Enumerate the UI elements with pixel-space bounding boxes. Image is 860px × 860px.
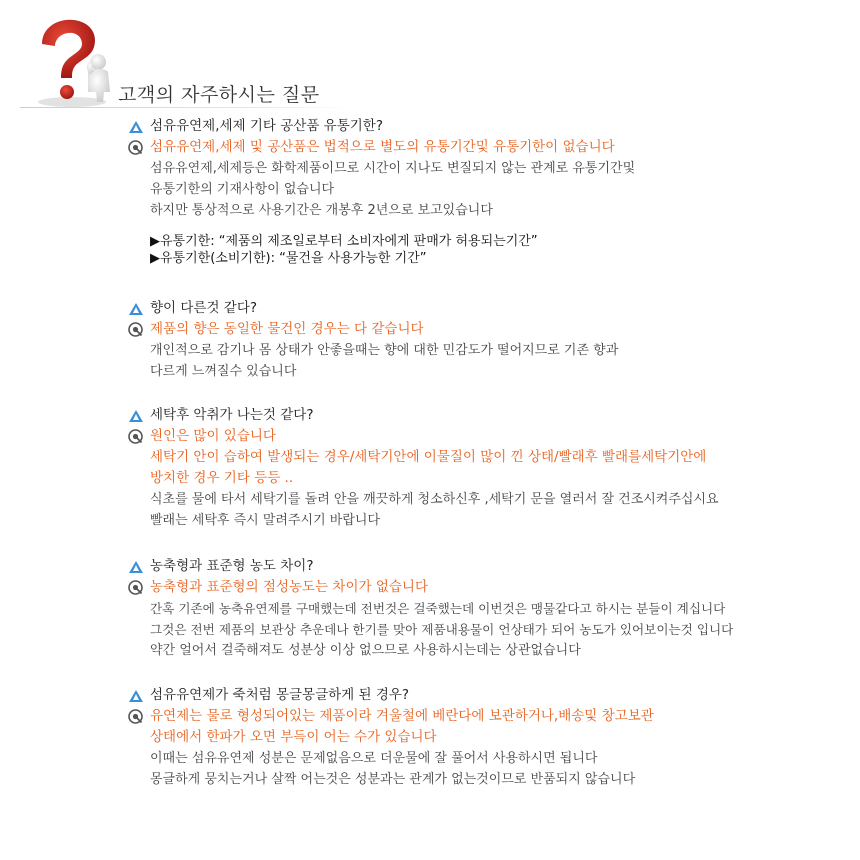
question-text: 농축형과 표준형 농도 차이?: [150, 558, 314, 574]
faq-item: [128, 556, 848, 661]
faq-answer: [128, 137, 848, 158]
body-line: 섬유유연제,세제등은 화학제품이므로 시간이 지나도 변질되지 않는 관계로 유통기간및: [150, 161, 636, 176]
question-text: 세탁후 악취가 나는것 같다?: [150, 407, 314, 423]
triangle-q-icon: [128, 302, 144, 316]
body-line: 약간 얼어서 걸죽해져도 성분상 이상 없으므로 사용하시는데는 상관없습니다: [150, 643, 581, 658]
definition-line: ▶유통기한: “제품의 제조일로부터 소비자에게 판매가 허용되는기간”: [150, 234, 538, 249]
faq-answer: [128, 706, 848, 727]
faq-answer: [128, 426, 848, 447]
question-text: 섬유유연제,세제 기타 공산품 유통기한?: [150, 118, 383, 134]
question-text: 섬유유연제가 죽처럼 몽글몽글하게 된 경우?: [150, 687, 410, 703]
answer-text: 제품의 향은 동일한 물건인 경우는 다 같습니다: [150, 321, 424, 337]
definition-line: ▶유통기한(소비기한): “물건을 사용가능한 기간”: [150, 251, 427, 266]
title-divider: [20, 107, 350, 108]
answer-text: 섬유유연제,세제 및 공산품은 법적으로 별도의 유통기간및 유통기한이 없습니다: [150, 139, 615, 155]
a-badge-icon: [128, 140, 143, 155]
question-mark-figure-icon: [20, 14, 120, 110]
a-badge-icon: [128, 580, 143, 595]
faq-answer: [128, 577, 848, 598]
faq-question: [128, 405, 848, 426]
page-title: 고객의 자주하시는 질문: [118, 84, 320, 106]
answer-text: 원인은 많이 있습니다: [150, 428, 276, 444]
a-badge-icon: [128, 709, 143, 724]
faq-question: [128, 556, 848, 577]
body-line: 이때는 섬유유연제 성분은 문제없음으로 더운물에 잘 풀어서 사용하시면 됩니다: [150, 751, 598, 766]
body-line: 그것은 전번 제품의 보관상 추운데나 한기를 맞아 제품내용물이 언상태가 되어 농도가 있어보이는것 입니다: [150, 622, 734, 637]
faq-question: [128, 685, 848, 706]
body-line: 개인적으로 감기나 몸 상태가 안좋을때는 향에 대한 민감도가 떨어지므로 기존 향과: [150, 343, 619, 358]
a-badge-icon: [128, 322, 143, 337]
faq-answer: [128, 319, 848, 340]
triangle-q-icon: [128, 560, 144, 574]
answer-text: 농축형과 표준형의 점성농도는 차이가 없습니다: [150, 579, 428, 595]
triangle-q-icon: [128, 120, 144, 134]
body-line: 다르게 느껴질수 있습니다: [150, 364, 297, 379]
a-badge-icon: [128, 429, 143, 444]
question-text: 향이 다른것 같다?: [150, 300, 258, 316]
triangle-q-icon: [128, 409, 144, 423]
triangle-q-icon: [128, 689, 144, 703]
faq-question: [128, 298, 848, 319]
body-line: 몽글하게 뭉치는거나 살짝 어는것은 성분과는 관계가 없는것이므로 반품되지 않습니다: [150, 772, 636, 787]
body-line: 빨래는 세탁후 즉시 말려주시기 바랍니다: [150, 513, 381, 528]
faq-item: [128, 405, 848, 531]
answer-continuation: 상태에서 한파가 오면 부득이 어는 수가 있습니다: [150, 729, 437, 745]
faq-item: [128, 116, 848, 267]
faq-item: [128, 298, 848, 382]
answer-text: 유연제는 물로 형성되어있는 제품이라 겨울철에 베란다에 보관하거나,배송및 창고보관: [150, 708, 654, 724]
body-line: 식초를 물에 타서 세탁기를 돌려 안을 깨끗하게 청소하신후 ,세탁기 문을 열러서 잘 건조시켜주십시요: [150, 492, 719, 507]
answer-continuation: 방치한 경우 기타 등등 ..: [150, 470, 294, 486]
body-line: 간혹 기존에 농축유연제를 구매했는데 전번것은 걸죽했는데 이번것은 맹물같다고 하시는 분들이 계십니다: [150, 601, 726, 616]
faq-item: [128, 685, 848, 790]
page-header: [0, 0, 860, 110]
body-line: 하지만 통상적으로 사용기간은 개봉후 2년으로 보고있습니다: [150, 203, 493, 218]
body-line: 유통기한의 기재사항이 없습니다: [150, 182, 335, 197]
answer-continuation: 세탁기 안이 습하여 발생되는 경우/세탁기안에 이물질이 많이 낀 상태/빨래후 빨래를세탁기안에: [150, 449, 707, 465]
faq-question: [128, 116, 848, 137]
